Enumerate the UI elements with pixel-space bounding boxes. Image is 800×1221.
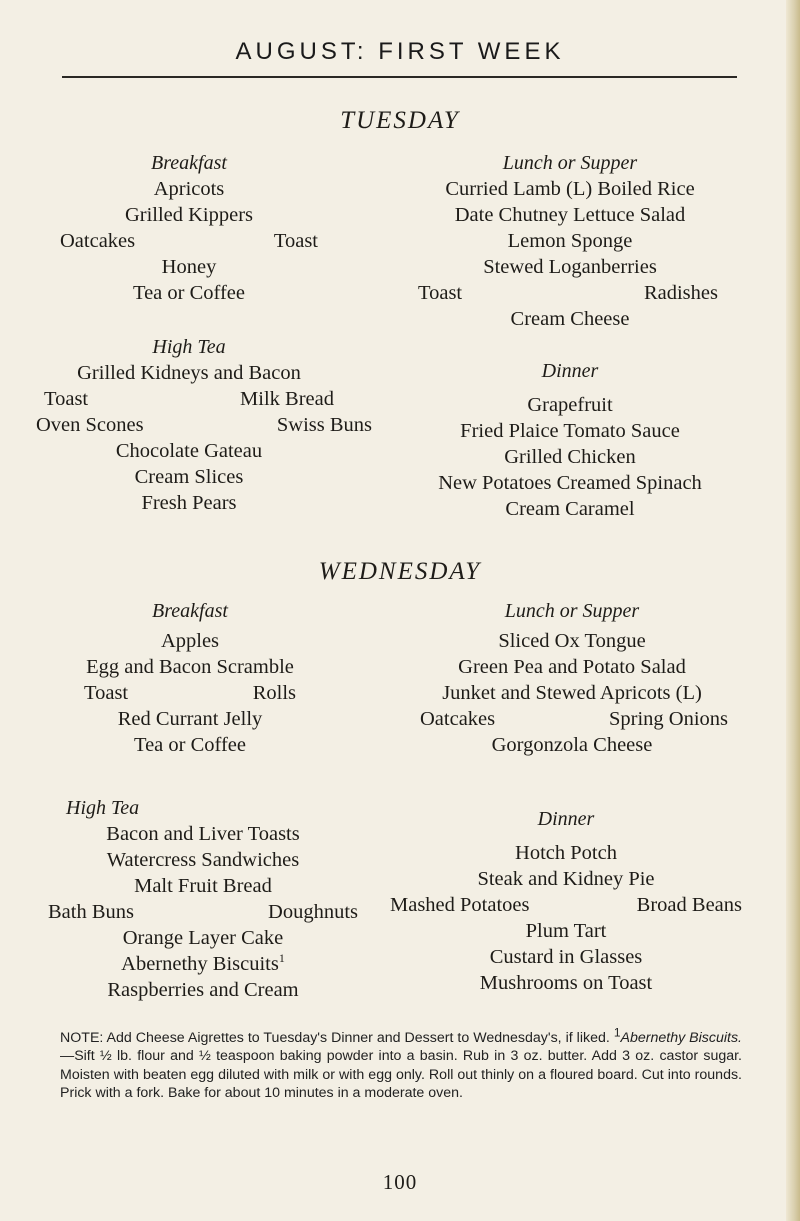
menu-item-pair [390,892,742,918]
menu-item: Orange Layer Cake [122,927,284,949]
menu-item: Milk Bread [240,388,334,410]
menu-item: Custard in Glasses [489,946,643,968]
menu-item: Gorgonzola Cheese [491,734,653,756]
section-title: Breakfast [152,600,228,622]
menu-item: Doughnuts [268,901,358,923]
menu-item-pair [396,706,748,732]
menu-item: Toast [44,388,89,410]
menu-item-pair [400,280,740,306]
menu-item: Toast [418,282,463,304]
menu-item: Grilled Kidneys and Bacon [77,362,301,384]
menu-item: Fresh Pears [141,492,237,514]
menu-item: Oatcakes [60,230,136,252]
menu-item: Chocolate Gateau [115,440,263,462]
section-title: Lunch or Supper [504,600,640,622]
footnote-marker: 1 [278,951,285,966]
page-edge [786,0,800,1221]
tuesday-high-tea [36,334,372,516]
menu-item: Toast [84,682,129,704]
menu-item: Cream Slices [134,466,244,488]
menu-item-pair [54,680,326,706]
section-title: High Tea [152,336,226,358]
menu-item: Broad Beans [636,894,742,916]
menu-item-pair [36,386,342,412]
menu-item: Mashed Potatoes [390,894,530,916]
tuesday-lunch [400,150,740,332]
menu-item: Oven Scones [36,414,144,436]
wednesday-high-tea [48,795,358,1003]
tuesday-dinner [396,358,744,522]
menu-item: Green Pea and Potato Salad [458,656,686,678]
menu-item-pair [48,899,358,925]
menu-item-pair [36,412,372,438]
recipe-title: Abernethy Biscuits. [620,1030,742,1046]
menu-item-pair [60,228,318,254]
menu-item: Hotch Potch [515,842,617,864]
menu-item: Fried Plaice Tomato Sauce [460,420,680,442]
menu-item: Grilled Kippers [124,204,254,226]
section-title: Lunch or Supper [502,152,638,174]
wednesday-breakfast [54,598,326,758]
menu-item: Radishes [643,282,718,304]
menu-item: Stewed Loganberries [483,256,657,278]
menu-item: Tea or Coffee [132,282,246,304]
menu-item: Bath Buns [48,901,134,923]
recipe-note [60,1025,742,1102]
menu-item: Red Currant Jelly [117,708,263,730]
menu-item: Steak and Kidney Pie [477,868,655,890]
menu-item: Toast [273,230,318,252]
menu-item: Lemon Sponge [507,230,633,252]
header-rule [62,76,737,78]
section-title: Dinner [537,808,595,830]
page-number: 100 [382,1170,418,1194]
menu-item: Mushrooms on Toast [479,972,653,994]
wednesday-dinner [390,806,742,996]
section-title: Breakfast [151,152,227,174]
wednesday-lunch [396,598,748,758]
menu-item: Swiss Buns [276,414,372,436]
menu-item: Honey [161,256,217,278]
menu-item: Apples [160,630,220,652]
menu-item: Cream Cheese [510,308,630,330]
menu-item: Rolls [252,682,296,704]
day-title-tuesday: TUESDAY [340,107,460,134]
menu-item: Tea or Coffee [133,734,247,756]
footnote-marker: 1 [613,1025,621,1040]
menu-item: Oatcakes [420,708,496,730]
menu-item: Bacon and Liver Toasts [106,823,300,845]
section-title: High Tea [66,797,140,819]
menu-item: Cream Caramel [505,498,635,520]
menu-item: Curried Lamb (L) Boiled Rice [445,178,695,200]
menu-item: Spring Onions [608,708,728,730]
menu-item: Sliced Ox Tongue [498,630,646,652]
menu-item-with-footnote [48,951,358,977]
note-lead: NOTE: Add Cheese Aigrettes to Tuesday's Dinner and Dessert to Wednesday's, if liked. [60,1030,610,1046]
menu-item: New Potatoes Creamed Spinach [438,472,702,494]
menu-item: Abernethy Biscuits [121,953,279,975]
menu-item: Malt Fruit Bread [134,875,272,897]
menu-item: Junket and Stewed Apricots (L) [442,682,702,704]
menu-item: Egg and Bacon Scramble [86,656,294,678]
page-header: AUGUST: FIRST WEEK [235,38,565,65]
menu-item: Date Chutney Lettuce Salad [454,204,686,226]
menu-item: Grilled Chicken [504,446,636,468]
menu-item: Plum Tart [525,920,607,942]
menu-item: Watercress Sandwiches [106,849,300,871]
day-title-wednesday: WEDNESDAY [318,558,482,585]
tuesday-breakfast [60,150,318,306]
menu-item: Raspberries and Cream [107,979,299,1001]
menu-item: Apricots [153,178,225,200]
section-title: Dinner [541,360,599,382]
recipe-body: —Sift ½ lb. flour and ½ teaspoon baking powder into a basin. Rub in 3 oz. butter. Add 3 oz. castor sugar. Moisten with beaten egg diluted with milk or with egg only. Roll out thinly on a floured board. Cut into rounds. Prick with a fork. Bake for about 10 minutes in a moderate oven. [60,1048,742,1101]
menu-item: Grapefruit [527,394,613,416]
